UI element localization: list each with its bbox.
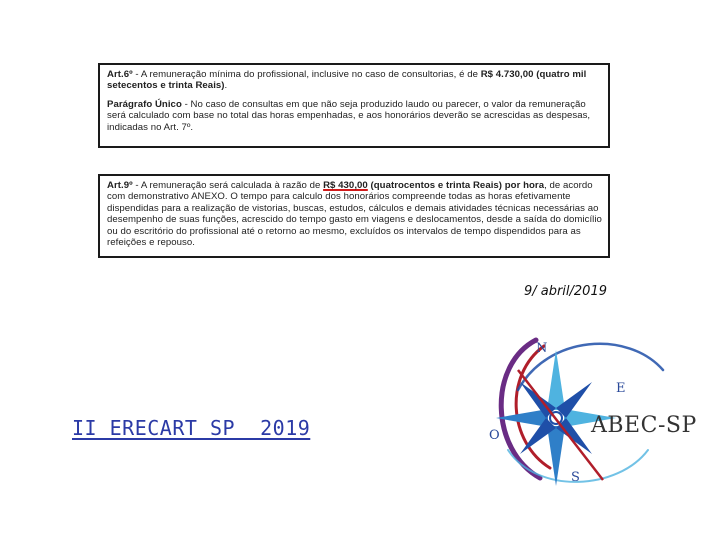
art9-paragraph: [107, 180, 602, 248]
art6-text: - A remuneração mínima do profissional, inclusive no caso de consultorias, é de: [132, 69, 481, 80]
art6-paragraph: [107, 69, 602, 92]
date-label: 9/ abril/2019: [523, 284, 607, 299]
art6-value: R$ 4.730,00 (quatro mil setecentos e trinta Reais): [107, 69, 587, 92]
art9-label: Art.9º: [107, 180, 133, 191]
art9-value-rest: (quatrocentos e trinta Reais) por hora: [367, 180, 545, 191]
compass-letter-e: E: [616, 381, 626, 396]
paragrafo-unico: [107, 99, 602, 133]
law-excerpt-art9: [98, 174, 610, 258]
compass-letter-n: N: [536, 341, 548, 356]
compass-point-n: [547, 350, 565, 410]
law-excerpt-art6: [98, 63, 610, 148]
art9-value-underlined: R$ 430,00: [323, 180, 368, 191]
logo-arc-purple: [501, 340, 540, 478]
logo-text: ABEC-SP: [591, 413, 697, 438]
paragrafo-unico-label: Parágrafo Único: [107, 98, 182, 110]
compass-letter-s: S: [571, 470, 580, 485]
art9-text: - A remuneração será calculada à razão de: [132, 180, 324, 191]
footer-title-link[interactable]: II ERECART SP 2019: [72, 416, 311, 440]
art6-label: Art.6º: [107, 69, 133, 80]
art9-text-rest: , de acordo com demonstrativo ANEXO. O tempo para calculo dos honorários compreende todas as horas efetivamente dispendidas para a realização de vistorias, buscas, estudos, cálculos e demais atividades técnicas necessárias ao desempenho de suas funções, acrescido do tempo gasto em viagens e deslocamentos, desde a saída do domicílio ou do escritório do profissional até o retorno ao mesmo, excluídos os intervalos de tempo dispendidos para as refeições e repouso.: [107, 180, 602, 249]
art6-text-end: .: [224, 80, 228, 92]
compass-point-s: [547, 426, 565, 486]
compass-letter-o: O: [489, 428, 500, 443]
paragrafo-unico-text: - No caso de consultas em que não seja produzido laudo ou parecer, o valor da remuneração será calculado com base no total das horas empenhadas, e aos honorários deverão se acrescidas as despesas, indicadas no Art. 7º.: [107, 98, 591, 133]
